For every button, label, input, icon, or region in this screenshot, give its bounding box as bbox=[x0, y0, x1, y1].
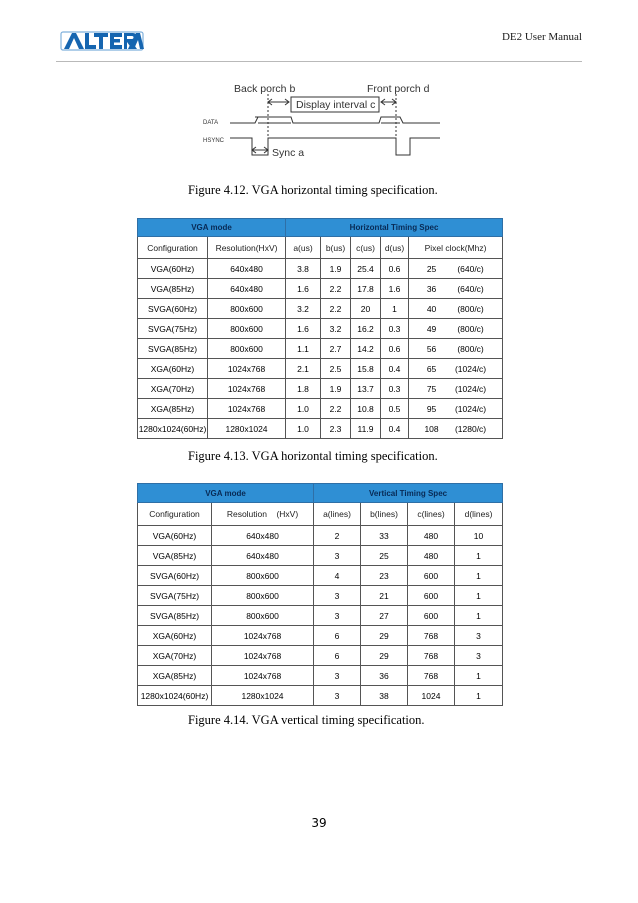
col-d: d(us) bbox=[381, 237, 409, 259]
cell-resolution: 640x480 bbox=[208, 279, 286, 299]
cell-pixel-clock bbox=[409, 339, 503, 359]
cell-b: 2.7 bbox=[321, 339, 351, 359]
group-vga-mode: VGA mode bbox=[138, 219, 286, 237]
group-vertical-spec: Vertical Timing Spec bbox=[314, 484, 503, 503]
cell-c: 480 bbox=[408, 526, 455, 546]
table-group-header bbox=[138, 219, 503, 237]
pixel-clock-value: 65 bbox=[426, 363, 437, 374]
cell-b: 2.2 bbox=[321, 399, 351, 419]
cell-d: 1 bbox=[455, 606, 503, 626]
table-column-header bbox=[138, 503, 503, 526]
table-row bbox=[138, 379, 503, 399]
cell-resolution: 800x600 bbox=[212, 586, 314, 606]
cell-pixel-clock bbox=[409, 419, 503, 439]
cell-resolution: 1024x768 bbox=[208, 399, 286, 419]
cell-a: 6 bbox=[314, 626, 361, 646]
pixel-clock-formula: (640/c) bbox=[457, 283, 484, 294]
table-row bbox=[138, 606, 503, 626]
cell-a: 1.0 bbox=[286, 419, 321, 439]
pixel-clock-value: 25 bbox=[426, 263, 437, 274]
cell-configuration: SVGA(60Hz) bbox=[138, 299, 208, 319]
cell-configuration: XGA(70Hz) bbox=[138, 379, 208, 399]
document-title: DE2 User Manual bbox=[501, 31, 582, 43]
pixel-clock-value: 49 bbox=[426, 323, 437, 334]
col-a: a(lines) bbox=[314, 503, 361, 526]
figure-caption-4-12: Figure 4.12. VGA horizontal timing specification. bbox=[188, 183, 438, 197]
cell-b: 38 bbox=[361, 686, 408, 706]
col-b: b(lines) bbox=[361, 503, 408, 526]
cell-resolution: 1024x768 bbox=[212, 666, 314, 686]
cell-c: 1024 bbox=[408, 686, 455, 706]
cell-resolution: 1024x768 bbox=[212, 626, 314, 646]
cell-c: 25.4 bbox=[351, 259, 381, 279]
cell-c: 600 bbox=[408, 566, 455, 586]
cell-a: 3 bbox=[314, 546, 361, 566]
cell-c: 16.2 bbox=[351, 319, 381, 339]
cell-configuration: VGA(85Hz) bbox=[138, 546, 212, 566]
altera-logo bbox=[58, 28, 146, 54]
cell-configuration: 1280x1024(60Hz) bbox=[138, 419, 208, 439]
cell-configuration: VGA(60Hz) bbox=[138, 259, 208, 279]
hsync-waveform bbox=[230, 138, 440, 155]
cell-c: 480 bbox=[408, 546, 455, 566]
sync-label: Sync a bbox=[272, 147, 305, 159]
cell-a: 2.1 bbox=[286, 359, 321, 379]
cell-a: 1.8 bbox=[286, 379, 321, 399]
cell-d: 3 bbox=[455, 626, 503, 646]
cell-d: 10 bbox=[455, 526, 503, 546]
cell-configuration: SVGA(85Hz) bbox=[138, 339, 208, 359]
cell-configuration: VGA(85Hz) bbox=[138, 279, 208, 299]
pixel-clock-formula: (1280/c) bbox=[454, 423, 487, 434]
cell-resolution: 1024x768 bbox=[208, 359, 286, 379]
cell-pixel-clock bbox=[409, 379, 503, 399]
table-row bbox=[138, 646, 503, 666]
group-vga-mode: VGA mode bbox=[138, 484, 314, 503]
cell-d: 0.3 bbox=[381, 319, 409, 339]
cell-pixel-clock bbox=[409, 359, 503, 379]
figure-caption-4-13: Figure 4.13. VGA horizontal timing specification. bbox=[188, 449, 438, 463]
col-resolution: Resolution (HxV) bbox=[212, 503, 314, 526]
data-waveform bbox=[230, 117, 440, 123]
cell-b: 29 bbox=[361, 646, 408, 666]
cell-b: 2.2 bbox=[321, 279, 351, 299]
cell-d: 1 bbox=[455, 546, 503, 566]
col-resolution: Resolution(HxV) bbox=[208, 237, 286, 259]
pixel-clock-value: 40 bbox=[426, 303, 437, 314]
cell-configuration: SVGA(75Hz) bbox=[138, 319, 208, 339]
vertical-table-body bbox=[138, 526, 503, 706]
col-a: a(us) bbox=[286, 237, 321, 259]
cell-resolution: 1024x768 bbox=[208, 379, 286, 399]
table-row bbox=[138, 339, 503, 359]
cell-b: 3.2 bbox=[321, 319, 351, 339]
cell-a: 1.1 bbox=[286, 339, 321, 359]
cell-configuration: XGA(60Hz) bbox=[138, 626, 212, 646]
cell-d: 1 bbox=[455, 566, 503, 586]
table-row bbox=[138, 566, 503, 586]
cell-c: 768 bbox=[408, 646, 455, 666]
pixel-clock-formula: (800/c) bbox=[457, 303, 484, 314]
cell-b: 33 bbox=[361, 526, 408, 546]
table-row bbox=[138, 399, 503, 419]
cell-d: 0.5 bbox=[381, 399, 409, 419]
cell-a: 4 bbox=[314, 566, 361, 586]
pixel-clock-formula: (1024/c) bbox=[454, 403, 487, 414]
cell-a: 3 bbox=[314, 686, 361, 706]
group-horizontal-spec: Horizontal Timing Spec bbox=[286, 219, 503, 237]
cell-a: 3 bbox=[314, 666, 361, 686]
cell-resolution: 1024x768 bbox=[212, 646, 314, 666]
hsync-signal-label: HSYNC bbox=[203, 138, 225, 144]
cell-pixel-clock bbox=[409, 259, 503, 279]
cell-d: 3 bbox=[455, 646, 503, 666]
table-row bbox=[138, 359, 503, 379]
cell-a: 6 bbox=[314, 646, 361, 666]
cell-b: 2.3 bbox=[321, 419, 351, 439]
pixel-clock-formula: (800/c) bbox=[457, 323, 484, 334]
cell-b: 36 bbox=[361, 666, 408, 686]
pixel-clock-value: 108 bbox=[424, 423, 439, 434]
cell-a: 2 bbox=[314, 526, 361, 546]
pixel-clock-value: 75 bbox=[426, 383, 437, 394]
cell-d: 0.6 bbox=[381, 259, 409, 279]
cell-configuration: XGA(85Hz) bbox=[138, 666, 212, 686]
col-c: c(lines) bbox=[408, 503, 455, 526]
cell-pixel-clock bbox=[409, 279, 503, 299]
cell-resolution: 800x600 bbox=[212, 606, 314, 626]
table-group-header bbox=[138, 484, 503, 503]
pixel-clock-formula: (800/c) bbox=[457, 343, 484, 354]
cell-b: 21 bbox=[361, 586, 408, 606]
cell-resolution: 800x600 bbox=[208, 299, 286, 319]
pixel-clock-value: 95 bbox=[426, 403, 437, 414]
table-row bbox=[138, 319, 503, 339]
cell-b: 2.2 bbox=[321, 299, 351, 319]
cell-c: 20 bbox=[351, 299, 381, 319]
cell-configuration: XGA(60Hz) bbox=[138, 359, 208, 379]
cell-b: 1.9 bbox=[321, 259, 351, 279]
cell-b: 29 bbox=[361, 626, 408, 646]
cell-a: 3 bbox=[314, 606, 361, 626]
cell-a: 1.6 bbox=[286, 319, 321, 339]
table-row bbox=[138, 299, 503, 319]
cell-a: 3 bbox=[314, 586, 361, 606]
table-column-header bbox=[138, 237, 503, 259]
col-configuration: Configuration bbox=[138, 503, 212, 526]
cell-d: 0.4 bbox=[381, 419, 409, 439]
cell-configuration: SVGA(60Hz) bbox=[138, 566, 212, 586]
cell-d: 1 bbox=[455, 586, 503, 606]
pixel-clock-value: 56 bbox=[426, 343, 437, 354]
col-pixel-clock: Pixel clock(Mhz) bbox=[409, 237, 503, 259]
cell-pixel-clock bbox=[409, 299, 503, 319]
col-c: c(us) bbox=[351, 237, 381, 259]
cell-pixel-clock bbox=[409, 399, 503, 419]
cell-b: 27 bbox=[361, 606, 408, 626]
cell-c: 13.7 bbox=[351, 379, 381, 399]
col-b: b(us) bbox=[321, 237, 351, 259]
display-interval-label: Display interval c bbox=[296, 99, 376, 111]
cell-c: 17.8 bbox=[351, 279, 381, 299]
front-porch-label: Front porch d bbox=[367, 83, 430, 95]
vertical-timing-table bbox=[137, 483, 503, 706]
table-row bbox=[138, 526, 503, 546]
cell-resolution: 640x480 bbox=[212, 546, 314, 566]
cell-resolution: 800x600 bbox=[208, 319, 286, 339]
pixel-clock-value: 36 bbox=[426, 283, 437, 294]
table-row bbox=[138, 546, 503, 566]
cell-a: 3.8 bbox=[286, 259, 321, 279]
cell-d: 1.6 bbox=[381, 279, 409, 299]
cell-c: 14.2 bbox=[351, 339, 381, 359]
cell-a: 1.0 bbox=[286, 399, 321, 419]
cell-d: 1 bbox=[455, 666, 503, 686]
cell-c: 11.9 bbox=[351, 419, 381, 439]
cell-d: 0.3 bbox=[381, 379, 409, 399]
pixel-clock-formula: (1024/c) bbox=[454, 363, 487, 374]
header-divider bbox=[56, 61, 582, 62]
cell-configuration: VGA(60Hz) bbox=[138, 526, 212, 546]
cell-resolution: 1280x1024 bbox=[212, 686, 314, 706]
cell-configuration: XGA(70Hz) bbox=[138, 646, 212, 666]
cell-d: 1 bbox=[381, 299, 409, 319]
table-row bbox=[138, 259, 503, 279]
back-porch-label: Back porch b bbox=[234, 83, 296, 95]
col-configuration: Configuration bbox=[138, 237, 208, 259]
data-signal-label: DATA bbox=[203, 120, 219, 126]
cell-c: 768 bbox=[408, 666, 455, 686]
cell-d: 1 bbox=[455, 686, 503, 706]
cell-b: 1.9 bbox=[321, 379, 351, 399]
horizontal-table-body bbox=[138, 259, 503, 439]
col-d: d(lines) bbox=[455, 503, 503, 526]
table-row bbox=[138, 666, 503, 686]
cell-b: 2.5 bbox=[321, 359, 351, 379]
page-number: 39 bbox=[311, 816, 327, 830]
cell-resolution: 800x600 bbox=[208, 339, 286, 359]
cell-b: 25 bbox=[361, 546, 408, 566]
pixel-clock-formula: (1024/c) bbox=[454, 383, 487, 394]
horizontal-timing-table bbox=[137, 218, 503, 439]
table-row bbox=[138, 626, 503, 646]
cell-c: 10.8 bbox=[351, 399, 381, 419]
cell-c: 768 bbox=[408, 626, 455, 646]
cell-a: 1.6 bbox=[286, 279, 321, 299]
cell-configuration: SVGA(75Hz) bbox=[138, 586, 212, 606]
cell-d: 0.4 bbox=[381, 359, 409, 379]
table-row bbox=[138, 279, 503, 299]
cell-c: 600 bbox=[408, 586, 455, 606]
cell-b: 23 bbox=[361, 566, 408, 586]
pixel-clock-formula: (640/c) bbox=[457, 263, 484, 274]
cell-a: 3.2 bbox=[286, 299, 321, 319]
cell-resolution: 800x600 bbox=[212, 566, 314, 586]
hsync-timing-diagram bbox=[200, 80, 440, 166]
cell-resolution: 640x480 bbox=[212, 526, 314, 546]
cell-pixel-clock bbox=[409, 319, 503, 339]
table-row bbox=[138, 586, 503, 606]
cell-c: 600 bbox=[408, 606, 455, 626]
cell-configuration: XGA(85Hz) bbox=[138, 399, 208, 419]
cell-configuration: 1280x1024(60Hz) bbox=[138, 686, 212, 706]
cell-c: 15.8 bbox=[351, 359, 381, 379]
figure-caption-4-14: Figure 4.14. VGA vertical timing specification. bbox=[188, 713, 425, 727]
cell-resolution: 640x480 bbox=[208, 259, 286, 279]
table-row bbox=[138, 419, 503, 439]
table-row bbox=[138, 686, 503, 706]
cell-configuration: SVGA(85Hz) bbox=[138, 606, 212, 626]
cell-resolution: 1280x1024 bbox=[208, 419, 286, 439]
cell-d: 0.6 bbox=[381, 339, 409, 359]
